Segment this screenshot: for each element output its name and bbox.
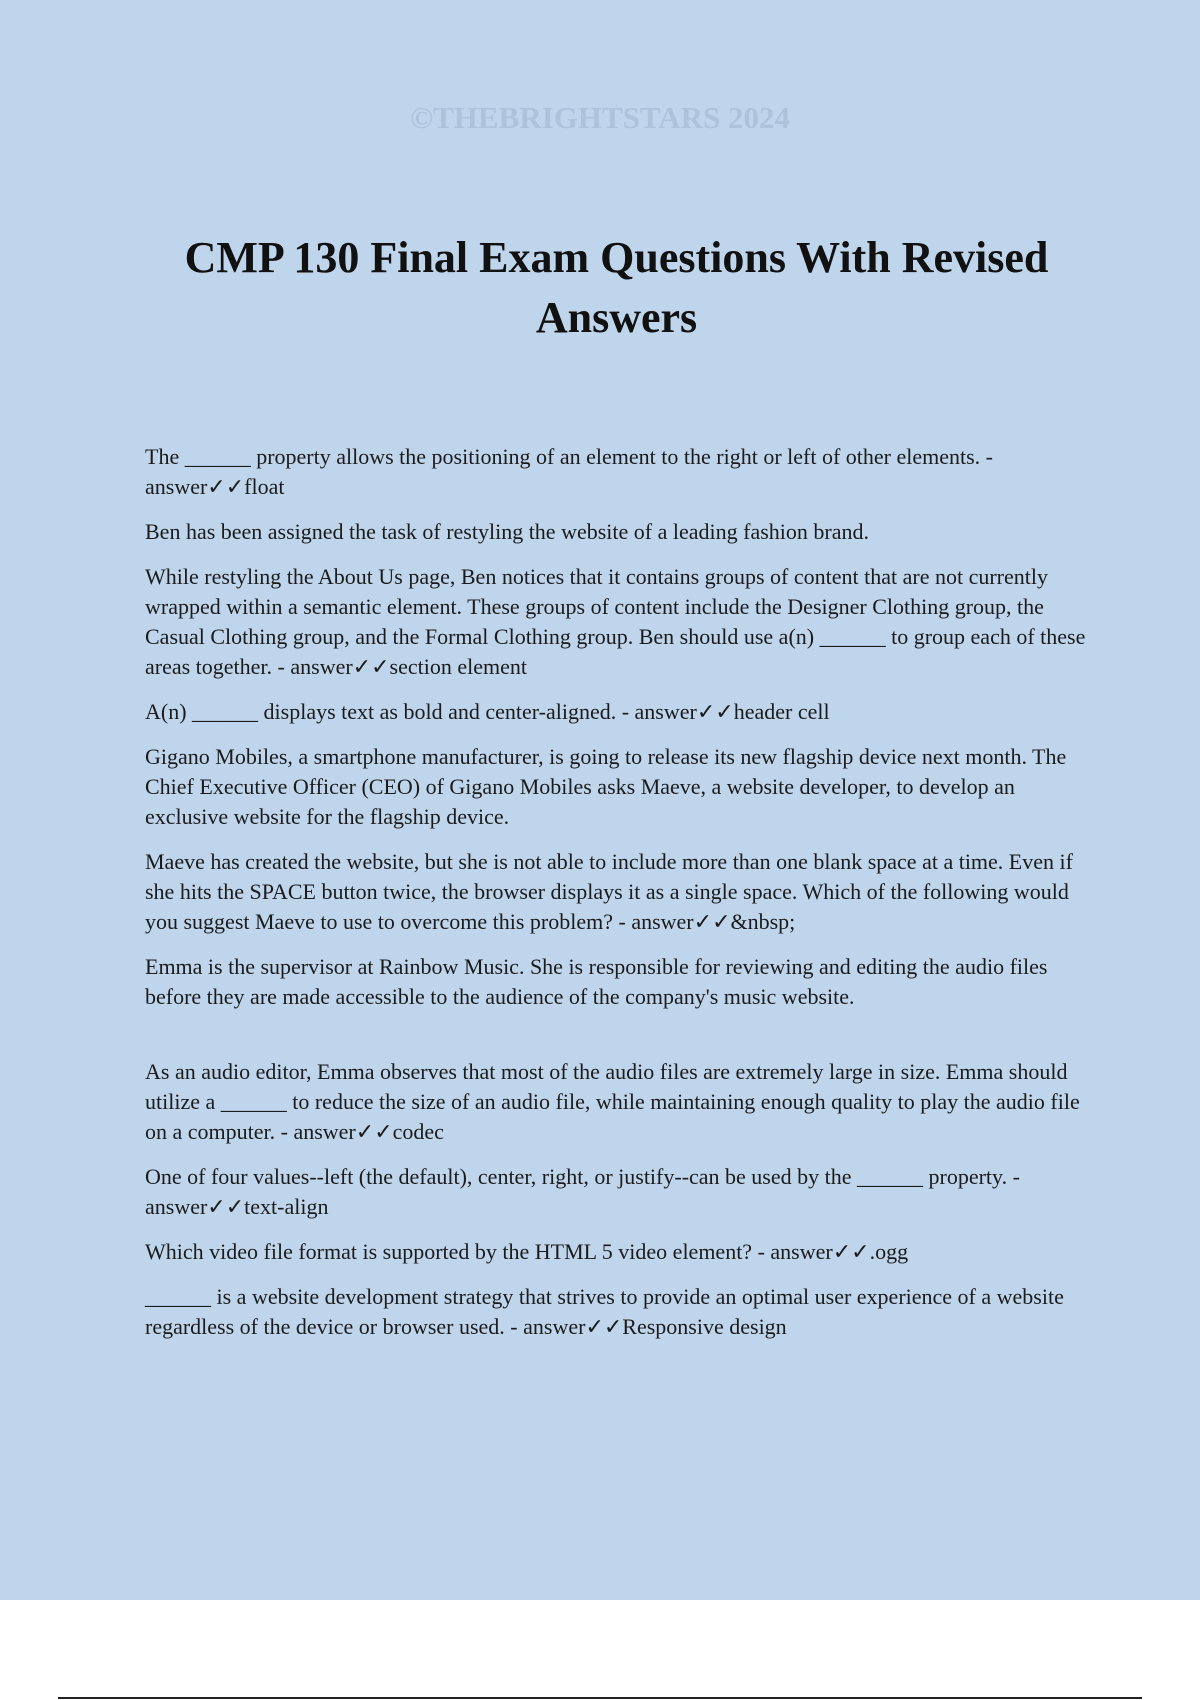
document-title: CMP 130 Final Exam Questions With Revised Answers [184, 233, 1049, 342]
footer-divider [58, 1697, 1142, 1699]
question-video-format: Which video file format is supported by the HTML 5 video element? - answer✓✓.ogg [145, 1239, 909, 1264]
question-codec: As an audio editor, Emma observes that most of the audio files are extremely large in size. Emma should utilize a ______ to reduce the size of an audio file, while maintaining enough quality to play the audio file on a computer. - answer✓✓codec [145, 1059, 1080, 1144]
question-ben-intro: Ben has been assigned the task of restyling the website of a leading fashion brand. [145, 519, 869, 544]
question-section-element: While restyling the About Us page, Ben notices that it contains groups of content that are not currently wrapped within a semantic element. These groups of content include the Designer Clothing group, the Casual Clothing group, and the Formal Clothing group. Ben should use a(n) ______ to group each of these areas together. - answer✓✓section element [145, 564, 1086, 679]
question-text-align: One of four values--left (the default), center, right, or justify--can be used by the ______ property. - answer✓✓text-align [145, 1164, 1020, 1219]
document-body [145, 442, 1090, 1357]
question-responsive-design: ______ is a website development strategy that strives to provide an optimal user experience of a website regardless of the device or browser used. - answer✓✓Responsive design [145, 1284, 1064, 1339]
question-emma-intro: Emma is the supervisor at Rainbow Music. She is responsible for reviewing and editing the audio files before they are made accessible to the audience of the company's music website. [145, 954, 1048, 1009]
watermark: ©THEBRIGHTSTARS 2024 [409, 100, 791, 135]
question-header-cell: A(n) ______ displays text as bold and center-aligned. - answer✓✓header cell [145, 699, 830, 724]
question-gigano-intro: Gigano Mobiles, a smartphone manufacturer, is going to release its new flagship device next month. The Chief Executive Officer (CEO) of Gigano Mobiles asks Maeve, a website developer, to develop an exclusive website for the flagship device. [145, 744, 1067, 829]
question-float: The ______ property allows the positioning of an element to the right or left of other elements. - answer✓✓float [145, 444, 994, 499]
question-nbsp: Maeve has created the website, but she is not able to include more than one blank space at a time. Even if she hits the SPACE button twice, the browser displays it as a single space. Which of the following would you suggest Maeve to use to overcome this problem? - answer✓✓&nbsp; [145, 849, 1073, 934]
